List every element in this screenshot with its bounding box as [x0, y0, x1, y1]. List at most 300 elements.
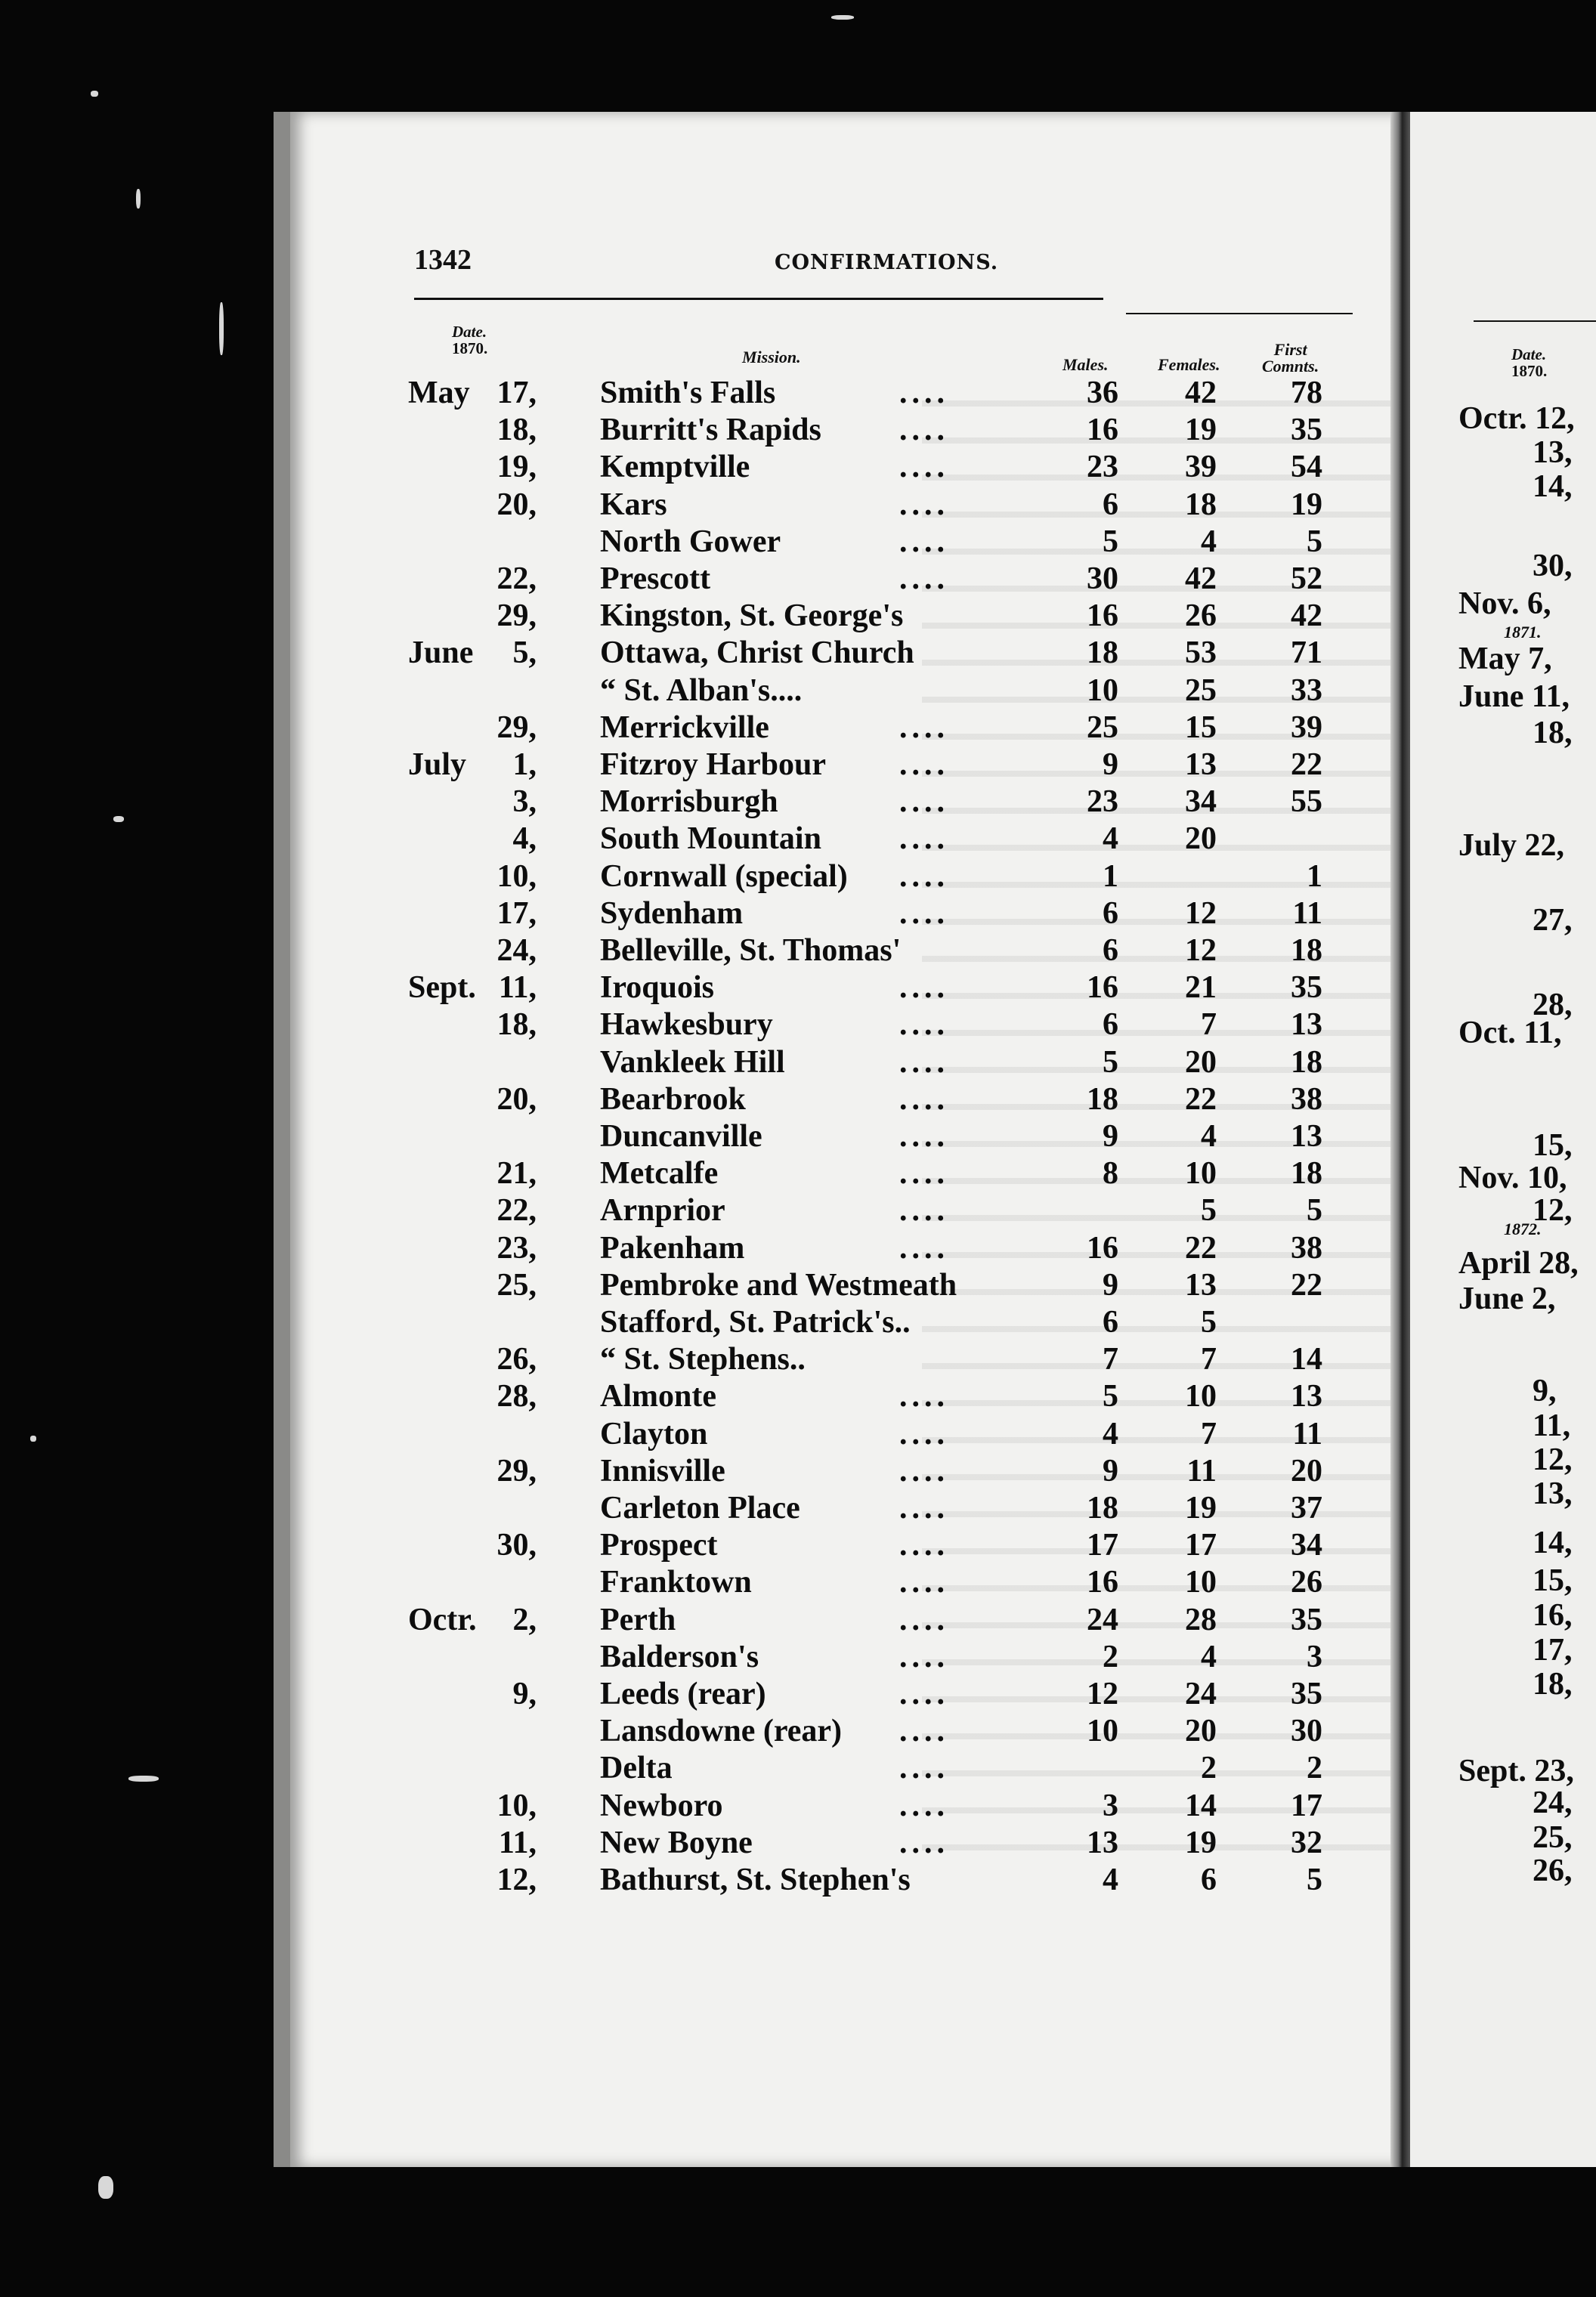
leader-dots: .... — [899, 1751, 949, 1786]
males-count: 9 — [1103, 1453, 1118, 1489]
date-month: July — [408, 747, 467, 782]
date-month: May — [408, 376, 470, 410]
right-page-date: June 2, — [1458, 1281, 1556, 1316]
right-page-date: 12, — [1533, 1193, 1573, 1228]
right-page-year: 1872. — [1504, 1220, 1542, 1238]
leader-dots: .... — [899, 1639, 949, 1674]
first-communicants-count: 18 — [1291, 1044, 1322, 1080]
males-count: 10 — [1087, 672, 1118, 708]
females-count: 4 — [1201, 1119, 1217, 1154]
column-header-females: Females. — [1158, 355, 1220, 374]
table-row — [0, 747, 1436, 784]
mission-name: Pakenham — [600, 1230, 745, 1266]
table-row — [0, 1564, 1436, 1601]
females-count: 4 — [1201, 1639, 1217, 1674]
right-page-date: Sept. 23, — [1458, 1754, 1574, 1788]
table-row — [0, 1378, 1436, 1415]
date-day: 29, — [496, 710, 537, 745]
females-count: 4 — [1201, 524, 1217, 559]
header-rule — [1126, 313, 1353, 314]
date-day: 30, — [496, 1528, 537, 1563]
males-count: 1 — [1103, 858, 1118, 894]
leader-dots: .... — [899, 450, 949, 485]
leader-dots: .... — [899, 1044, 949, 1080]
males-count: 18 — [1087, 1491, 1118, 1526]
table-row — [0, 821, 1436, 858]
females-count: 14 — [1185, 1788, 1217, 1823]
females-count: 7 — [1201, 1416, 1217, 1451]
date-day: 18, — [496, 413, 537, 448]
first-communicants-count: 5 — [1307, 1863, 1322, 1897]
males-count: 9 — [1103, 1119, 1118, 1154]
dust-speck — [136, 189, 141, 209]
first-communicants-count: 26 — [1291, 1565, 1322, 1600]
first-communicants-count: 22 — [1291, 1267, 1322, 1303]
right-page-date: 18, — [1533, 1667, 1573, 1702]
females-count: 20 — [1185, 1044, 1217, 1080]
leader-dots: .... — [899, 821, 949, 857]
right-page-date: 25, — [1533, 1820, 1573, 1855]
right-page-date: 13, — [1533, 1476, 1573, 1511]
males-count: 6 — [1103, 1305, 1118, 1340]
mission-name: Bathurst, St. Stephen's — [600, 1863, 911, 1897]
males-count: 5 — [1103, 1044, 1118, 1080]
right-page-date: Oct. 11, — [1458, 1016, 1562, 1050]
mission-name: Fitzroy Harbour — [600, 747, 827, 782]
males-count: 16 — [1087, 970, 1118, 1006]
leader-dots: .... — [899, 747, 949, 782]
mission-name: “ St. Alban's.... — [600, 672, 803, 708]
right-page-date: 28, — [1533, 988, 1573, 1022]
females-count: 7 — [1201, 1342, 1217, 1377]
table-row — [0, 449, 1436, 486]
males-count: 3 — [1103, 1788, 1118, 1823]
table-row — [0, 1639, 1436, 1676]
leader-dots: .... — [899, 487, 949, 522]
mission-name: Vankleek Hill — [600, 1044, 785, 1080]
males-count: 16 — [1087, 1565, 1118, 1600]
first-communicants-count: 55 — [1291, 784, 1322, 820]
table-row — [0, 1713, 1436, 1750]
date-day: 17, — [496, 895, 537, 931]
leader-dots: .... — [899, 413, 949, 448]
column-header-mission: Mission. — [742, 348, 801, 366]
females-count: 20 — [1185, 1714, 1217, 1749]
leader-dots: .... — [899, 1602, 949, 1637]
first-communicants-count: 30 — [1291, 1714, 1322, 1749]
date-day: 29, — [496, 1453, 537, 1489]
right-page-date: 12, — [1533, 1442, 1573, 1477]
date-day: 22, — [496, 561, 537, 596]
table-row — [0, 1155, 1436, 1192]
table-row — [0, 858, 1436, 895]
first-communicants-count: 42 — [1291, 598, 1322, 634]
table-row — [0, 487, 1436, 524]
mission-name: Sydenham — [600, 895, 744, 931]
females-count: 19 — [1185, 413, 1217, 448]
mission-name: Pembroke and Westmeath — [600, 1267, 957, 1303]
table-row — [0, 1490, 1436, 1527]
right-page-date: 14, — [1533, 469, 1573, 504]
females-count: 42 — [1185, 376, 1217, 410]
females-count: 5 — [1201, 1305, 1217, 1340]
females-count: 34 — [1185, 784, 1217, 820]
first-communicants-count: 11 — [1292, 1416, 1322, 1451]
leader-dots: .... — [899, 1565, 949, 1600]
males-count: 7 — [1103, 1342, 1118, 1377]
table-row — [0, 1602, 1436, 1639]
mission-name: Newboro — [600, 1788, 723, 1823]
first-communicants-count: 1 — [1307, 858, 1322, 894]
first-communicants-count: 17 — [1291, 1788, 1322, 1823]
date-month: Sept. — [408, 970, 476, 1006]
mission-name: “ St. Stephens.. — [600, 1342, 806, 1377]
leader-dots: .... — [899, 1714, 949, 1749]
females-count: 19 — [1185, 1491, 1217, 1526]
mission-name: Ottawa, Christ Church — [600, 635, 914, 671]
first-communicants-count: 34 — [1291, 1528, 1322, 1563]
leader-dots: .... — [899, 1007, 949, 1043]
date-day: 20, — [496, 1081, 537, 1117]
date-day: 25, — [496, 1267, 537, 1303]
date-day: 29, — [496, 598, 537, 634]
leader-dots: .... — [899, 1677, 949, 1711]
right-page-date: 9, — [1533, 1374, 1557, 1408]
females-count: 22 — [1185, 1081, 1217, 1117]
first-communicants-count: 18 — [1291, 1156, 1322, 1192]
table-row — [0, 1825, 1436, 1862]
table-row — [0, 1192, 1436, 1229]
females-count: 2 — [1201, 1751, 1217, 1786]
males-count: 12 — [1087, 1677, 1118, 1711]
females-count: 53 — [1185, 635, 1217, 671]
leader-dots: .... — [899, 1379, 949, 1414]
header-rule — [414, 298, 1103, 300]
females-count: 15 — [1185, 710, 1217, 745]
first-communicants-count: 33 — [1291, 672, 1322, 708]
males-count: 9 — [1103, 1267, 1118, 1303]
mission-name: Balderson's — [600, 1639, 759, 1674]
first-communicants-count: 32 — [1291, 1825, 1322, 1860]
mission-name: Burritt's Rapids — [600, 413, 821, 448]
table-row — [0, 1341, 1436, 1378]
mission-name: Morrisburgh — [600, 784, 778, 820]
males-count: 23 — [1087, 450, 1118, 485]
first-communicants-count: 5 — [1307, 1193, 1322, 1229]
females-count: 13 — [1185, 1267, 1217, 1303]
leader-dots: .... — [899, 1119, 949, 1154]
table-row — [0, 672, 1436, 710]
leader-dots: .... — [899, 1156, 949, 1192]
date-day: 21, — [496, 1156, 537, 1192]
column-header-date: Date. 1870. — [452, 323, 488, 357]
running-head: CONFIRMATIONS. — [775, 251, 999, 274]
date-day: 5, — [512, 635, 537, 671]
leader-dots: .... — [899, 858, 949, 894]
right-page-date: April 28, — [1458, 1246, 1579, 1281]
table-row — [0, 1044, 1436, 1081]
leader-dots: .... — [899, 1193, 949, 1229]
page-number: 1342 — [414, 244, 472, 276]
mission-name: Arnprior — [600, 1193, 725, 1229]
right-page-date: 15, — [1533, 1128, 1573, 1163]
table-row — [0, 1118, 1436, 1155]
date-day: 19, — [496, 450, 537, 485]
males-count: 25 — [1087, 710, 1118, 745]
males-count: 18 — [1087, 635, 1118, 671]
mission-name: Prospect — [600, 1528, 718, 1563]
first-communicants-count: 2 — [1307, 1751, 1322, 1786]
mission-name: Almonte — [600, 1379, 716, 1414]
males-count: 24 — [1087, 1602, 1118, 1637]
leader-dots: .... — [899, 561, 949, 596]
leader-dots: .... — [899, 1416, 949, 1451]
mission-name: Innisville — [600, 1453, 725, 1489]
mission-name: Bearbrook — [600, 1081, 746, 1117]
males-count: 4 — [1103, 1416, 1118, 1451]
males-count: 13 — [1087, 1825, 1118, 1860]
females-count: 20 — [1185, 821, 1217, 857]
first-communicants-count: 13 — [1291, 1379, 1322, 1414]
mission-name: Kars — [600, 487, 667, 522]
date-day: 24, — [496, 933, 537, 968]
mission-name: New Boyne — [600, 1825, 753, 1860]
table-row — [0, 932, 1436, 969]
right-page-date: 16, — [1533, 1598, 1573, 1633]
table-row — [0, 412, 1436, 449]
table-row — [0, 1304, 1436, 1341]
leader-dots: .... — [899, 1230, 949, 1266]
leader-dots: .... — [899, 1081, 949, 1117]
table-row — [0, 784, 1436, 821]
first-communicants-count: 52 — [1291, 561, 1322, 596]
males-count: 9 — [1103, 747, 1118, 782]
first-communicants-count: 5 — [1307, 524, 1322, 559]
females-count: 10 — [1185, 1156, 1217, 1192]
right-page-date: 11, — [1533, 1408, 1571, 1443]
mission-name: Smith's Falls — [600, 376, 776, 410]
date-month: Octr. — [408, 1602, 477, 1637]
leader-dots: .... — [899, 524, 949, 559]
males-count: 5 — [1103, 524, 1118, 559]
females-count: 11 — [1186, 1453, 1217, 1489]
leader-dots: .... — [899, 1453, 949, 1489]
right-page-date: 30, — [1533, 549, 1573, 583]
females-count: 10 — [1185, 1379, 1217, 1414]
table-row — [0, 1453, 1436, 1490]
first-communicants-count: 54 — [1291, 450, 1322, 485]
females-count: 7 — [1201, 1007, 1217, 1043]
leader-dots: .... — [899, 1825, 949, 1860]
females-count: 6 — [1201, 1863, 1217, 1897]
mission-name: Delta — [600, 1751, 673, 1786]
date-day: 28, — [496, 1379, 537, 1414]
mission-name: Kingston, St. George's — [600, 598, 904, 634]
females-count: 5 — [1201, 1193, 1217, 1229]
females-count: 21 — [1185, 970, 1217, 1006]
females-count: 17 — [1185, 1528, 1217, 1563]
males-count: 2 — [1103, 1639, 1118, 1674]
mission-name: Clayton — [600, 1416, 708, 1451]
date-day: 26, — [496, 1342, 537, 1377]
first-communicants-count: 19 — [1291, 487, 1322, 522]
date-month: June — [408, 635, 474, 671]
first-communicants-count: 37 — [1291, 1491, 1322, 1526]
leader-dots: .... — [899, 1528, 949, 1563]
first-communicants-count: 11 — [1292, 895, 1322, 931]
females-count: 25 — [1185, 672, 1217, 708]
date-day: 2, — [512, 1602, 537, 1637]
males-count: 10 — [1087, 1714, 1118, 1749]
table-row — [0, 1788, 1436, 1825]
leader-dots: .... — [899, 710, 949, 745]
mission-name: Iroquois — [600, 970, 714, 1006]
mission-name: Metcalfe — [600, 1156, 719, 1192]
table-row — [0, 561, 1436, 598]
mission-name: Carleton Place — [600, 1491, 800, 1526]
date-day: 11, — [498, 970, 537, 1006]
first-communicants-count: 35 — [1291, 970, 1322, 1006]
right-page-date: June 11, — [1458, 679, 1570, 714]
date-day: 12, — [496, 1863, 537, 1897]
date-day: 18, — [496, 1007, 537, 1043]
table-row — [0, 969, 1436, 1006]
right-page-date: 27, — [1533, 903, 1573, 938]
date-day: 10, — [496, 1788, 537, 1823]
mission-name: Duncanville — [600, 1119, 762, 1154]
right-page-date: 14, — [1533, 1526, 1573, 1560]
first-communicants-count: 71 — [1291, 635, 1322, 671]
males-count: 30 — [1087, 561, 1118, 596]
males-count: 23 — [1087, 784, 1118, 820]
right-page-date: Nov. 10, — [1458, 1161, 1567, 1195]
right-page-year: 1871. — [1504, 623, 1542, 641]
table-row — [0, 895, 1436, 932]
date-day: 23, — [496, 1230, 537, 1266]
females-count: 39 — [1185, 450, 1217, 485]
mission-name: Stafford, St. Patrick's.. — [600, 1305, 911, 1340]
table-row — [0, 1081, 1436, 1118]
mission-name: Prescott — [600, 561, 711, 596]
mission-name: Leeds (rear) — [600, 1677, 766, 1711]
males-count: 6 — [1103, 1007, 1118, 1043]
table-row — [0, 1527, 1436, 1564]
date-day: 17, — [496, 376, 537, 410]
table-row — [0, 1676, 1436, 1713]
males-count: 6 — [1103, 487, 1118, 522]
females-count: 13 — [1185, 747, 1217, 782]
first-communicants-count: 38 — [1291, 1081, 1322, 1117]
table-row — [0, 524, 1436, 561]
date-day: 4, — [512, 821, 537, 857]
females-count: 22 — [1185, 1230, 1217, 1266]
males-count: 36 — [1087, 376, 1118, 410]
females-count: 18 — [1185, 487, 1217, 522]
females-count: 12 — [1185, 895, 1217, 931]
date-day: 10, — [496, 858, 537, 894]
males-count: 8 — [1103, 1156, 1118, 1192]
mission-name: Cornwall (special) — [600, 858, 848, 894]
males-count: 6 — [1103, 933, 1118, 968]
dust-speck — [831, 15, 854, 20]
table-row — [0, 710, 1436, 747]
dust-speck — [219, 302, 224, 355]
mission-name: Lansdowne (rear) — [600, 1714, 843, 1749]
right-page-date: 18, — [1533, 716, 1573, 750]
mission-name: Kemptville — [600, 450, 750, 485]
first-communicants-count: 35 — [1291, 1677, 1322, 1711]
first-communicants-count: 35 — [1291, 1602, 1322, 1637]
leader-dots: .... — [899, 1788, 949, 1823]
date-day: 9, — [512, 1677, 537, 1711]
females-count: 19 — [1185, 1825, 1217, 1860]
males-count: 5 — [1103, 1379, 1118, 1414]
dust-speck — [98, 2176, 113, 2199]
right-page-date-header: Date. 1870. — [1511, 345, 1548, 380]
first-communicants-count: 78 — [1291, 376, 1322, 410]
leader-dots: .... — [899, 970, 949, 1006]
first-communicants-count: 22 — [1291, 747, 1322, 782]
table-row — [0, 1416, 1436, 1453]
right-page-date: July 22, — [1458, 828, 1565, 863]
first-communicants-count: 18 — [1291, 933, 1322, 968]
males-count: 18 — [1087, 1081, 1118, 1117]
first-communicants-count: 20 — [1291, 1453, 1322, 1489]
mission-name: Belleville, St. Thomas' — [600, 933, 902, 968]
right-page-date: 24, — [1533, 1785, 1573, 1820]
table-row — [0, 1267, 1436, 1304]
males-count: 16 — [1087, 598, 1118, 634]
right-page-date: 26, — [1533, 1853, 1573, 1888]
females-count: 28 — [1185, 1602, 1217, 1637]
date-day: 1, — [512, 747, 537, 782]
leader-dots: .... — [899, 376, 949, 410]
males-count: 4 — [1103, 821, 1118, 857]
males-count: 16 — [1087, 1230, 1118, 1266]
date-day: 20, — [496, 487, 537, 522]
table-row — [0, 598, 1436, 635]
date-day: 3, — [512, 784, 537, 820]
males-count: 6 — [1103, 895, 1118, 931]
right-page-date: Nov. 6, — [1458, 586, 1551, 621]
column-header-first-communicants: First Comnts. — [1262, 340, 1319, 376]
right-page-date: 15, — [1533, 1563, 1573, 1598]
leader-dots: .... — [899, 1491, 949, 1526]
mission-name: Hawkesbury — [600, 1007, 773, 1043]
males-count: 16 — [1087, 413, 1118, 448]
first-communicants-count: 3 — [1307, 1639, 1322, 1674]
column-header-males: Males. — [1062, 355, 1109, 374]
mission-name: Perth — [600, 1602, 676, 1637]
table-row — [0, 1006, 1436, 1043]
females-count: 42 — [1185, 561, 1217, 596]
females-count: 10 — [1185, 1565, 1217, 1600]
first-communicants-count: 13 — [1291, 1007, 1322, 1043]
table-row — [0, 375, 1436, 412]
females-count: 26 — [1185, 598, 1217, 634]
table-row — [0, 1862, 1436, 1899]
date-day: 11, — [498, 1825, 537, 1860]
mission-name: Merrickville — [600, 710, 769, 745]
table-row — [0, 1230, 1436, 1267]
right-page-date: May 7, — [1458, 641, 1552, 676]
right-page-date: 17, — [1533, 1633, 1573, 1668]
table-row — [0, 635, 1436, 672]
mission-name: Franktown — [600, 1565, 752, 1600]
males-count: 4 — [1103, 1863, 1118, 1897]
mission-name: North Gower — [600, 524, 781, 559]
females-count: 24 — [1185, 1677, 1217, 1711]
